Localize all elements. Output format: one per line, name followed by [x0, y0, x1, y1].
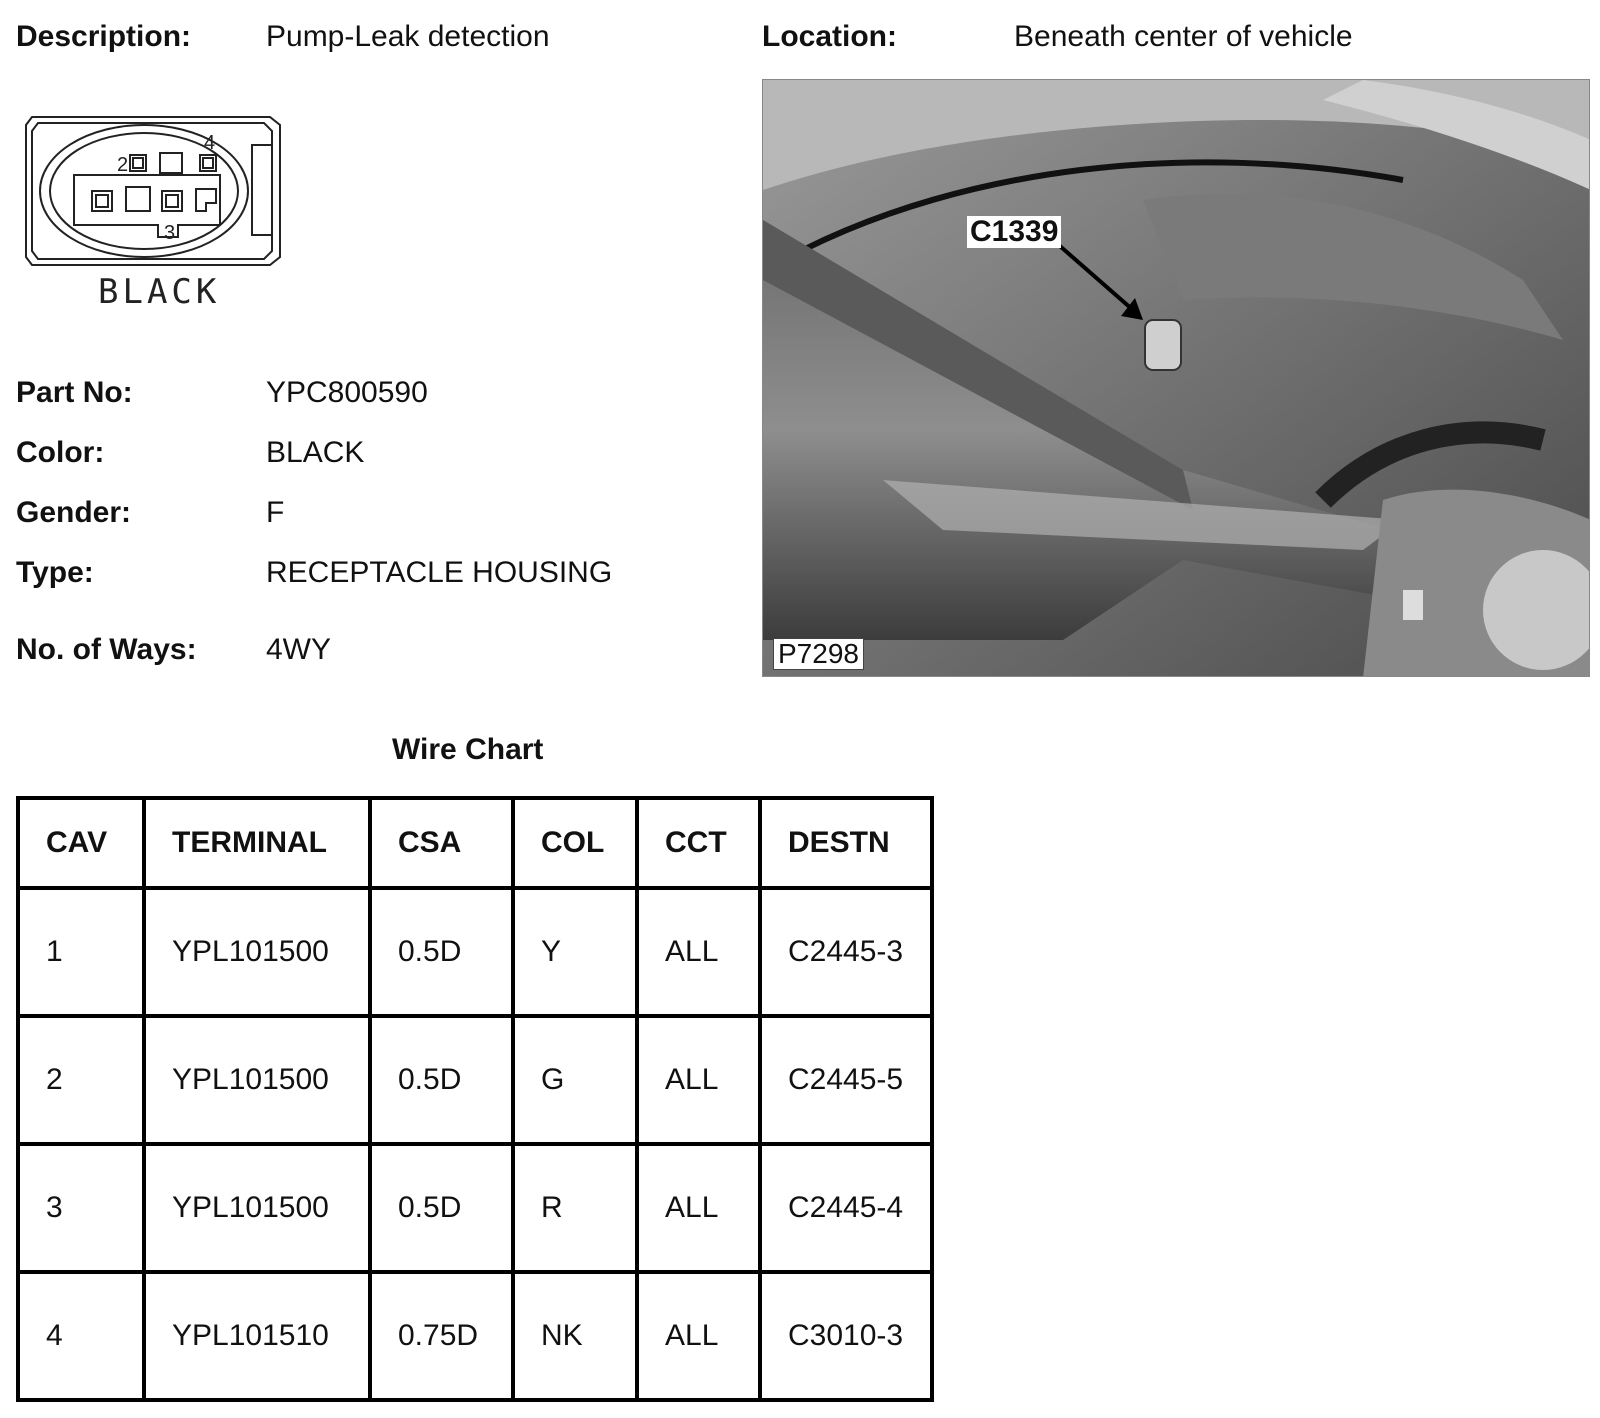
column-header-destn: DESTN	[760, 798, 932, 888]
column-header-col: COL	[513, 798, 637, 888]
cell-cav: 1	[18, 888, 144, 1016]
cell-terminal: YPL101510	[144, 1272, 370, 1400]
cell-cav: 2	[18, 1016, 144, 1144]
table-row	[18, 1016, 932, 1144]
cell-destn: C2445-3	[760, 888, 932, 1016]
table-row	[18, 1144, 932, 1272]
cell-terminal: YPL101500	[144, 888, 370, 1016]
pin-label-2: 2	[117, 154, 129, 176]
column-header-cct: CCT	[637, 798, 760, 888]
table-row	[18, 888, 932, 1016]
wire-chart-title: Wire Chart	[392, 733, 544, 766]
location-label: Location:	[762, 20, 897, 53]
cell-destn: C3010-3	[760, 1272, 932, 1400]
cell-destn: C2445-5	[760, 1016, 932, 1144]
cell-col: Y	[513, 888, 637, 1016]
cell-csa: 0.5D	[370, 1016, 513, 1144]
cell-csa: 0.75D	[370, 1272, 513, 1400]
location-value: Beneath center of vehicle	[1014, 20, 1353, 53]
cell-csa: 0.5D	[370, 888, 513, 1016]
pin-label-4: 4	[204, 132, 216, 154]
description-label: Description:	[16, 20, 192, 53]
location-photo	[762, 79, 1590, 677]
color-value: BLACK	[266, 436, 365, 469]
no-of-ways-value: 4WY	[266, 633, 332, 666]
part-no-value: YPC800590	[266, 376, 428, 409]
cell-destn: C2445-4	[760, 1144, 932, 1272]
photo-callout-label: C1339	[967, 216, 1061, 248]
photo-id-label: P7298	[773, 638, 864, 670]
no-of-ways-label: No. of Ways:	[16, 633, 197, 666]
cell-cav: 3	[18, 1144, 144, 1272]
column-header-terminal: TERMINAL	[144, 798, 370, 888]
connector-face-diagram	[18, 105, 298, 315]
table-row	[18, 1272, 932, 1400]
gender-label: Gender:	[16, 496, 132, 529]
cell-cav: 4	[18, 1272, 144, 1400]
wire-chart-table	[16, 796, 934, 1402]
color-label: Color:	[16, 436, 105, 469]
table-header-row	[18, 798, 932, 888]
cell-cct: ALL	[637, 1016, 760, 1144]
cell-terminal: YPL101500	[144, 1144, 370, 1272]
pin-label-3: 3	[164, 222, 176, 244]
cell-terminal: YPL101500	[144, 1016, 370, 1144]
cell-csa: 0.5D	[370, 1144, 513, 1272]
cell-cct: ALL	[637, 888, 760, 1016]
cell-cct: ALL	[637, 1272, 760, 1400]
cell-col: R	[513, 1144, 637, 1272]
type-label: Type:	[16, 556, 94, 589]
type-value: RECEPTACLE HOUSING	[266, 556, 613, 589]
part-no-label: Part No:	[16, 376, 133, 409]
cell-cct: ALL	[637, 1144, 760, 1272]
cell-col: NK	[513, 1272, 637, 1400]
column-header-cav: CAV	[18, 798, 144, 888]
column-header-csa: CSA	[370, 798, 513, 888]
description-value: Pump-Leak detection	[266, 20, 550, 53]
gender-value: F	[266, 496, 285, 529]
connector-color-label: BLACK	[98, 272, 221, 312]
cell-col: G	[513, 1016, 637, 1144]
